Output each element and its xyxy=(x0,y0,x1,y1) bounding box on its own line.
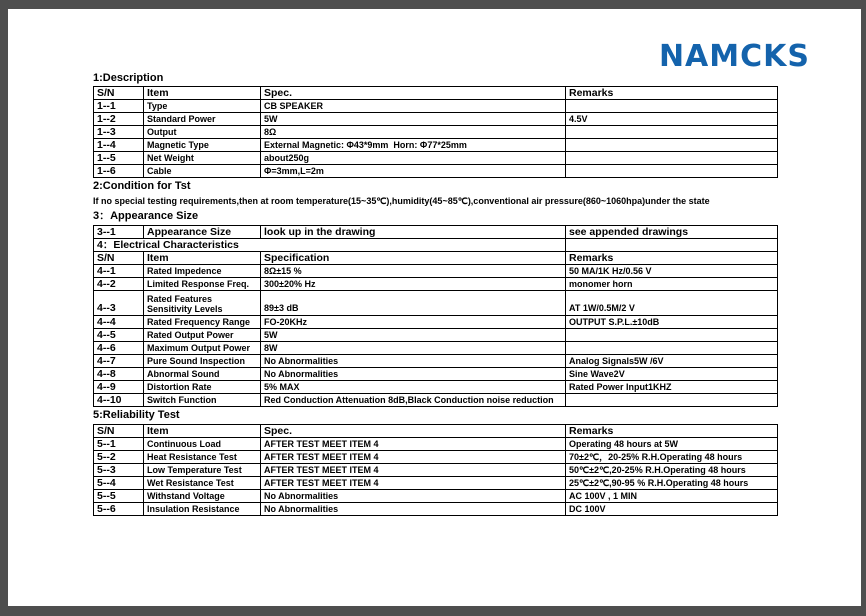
document-page xyxy=(8,9,861,606)
table-row xyxy=(94,438,778,451)
cell-remarks: 4.5V xyxy=(566,113,778,126)
table-row xyxy=(94,126,778,139)
cell-spec: AFTER TEST MEET ITEM 4 xyxy=(261,477,566,490)
table-row xyxy=(94,394,778,407)
header-sn: S/N xyxy=(94,252,144,265)
table-header-row xyxy=(94,252,778,265)
cell-item: Cable xyxy=(144,165,261,178)
cell-remarks xyxy=(566,126,778,139)
cell-sn: 4--1 xyxy=(94,265,144,278)
cell-item: Output xyxy=(144,126,261,139)
header-sn: S/N xyxy=(94,87,144,100)
header-spec: Spec. xyxy=(261,425,566,438)
cell-remarks: DC 100V xyxy=(566,503,778,516)
section-title-description: 1:Description xyxy=(93,72,164,84)
header-remarks: Remarks xyxy=(566,425,778,438)
cell-remarks xyxy=(566,342,778,355)
cell-spec: 89±3 dB xyxy=(261,291,566,316)
cell-item: Rated Impedence xyxy=(144,265,261,278)
cell-remarks xyxy=(566,152,778,165)
cell-spec: No Abnormalities xyxy=(261,368,566,381)
table-row xyxy=(94,165,778,178)
table-row xyxy=(94,342,778,355)
header-sn: S/N xyxy=(94,425,144,438)
cell-item: Abnormal Sound xyxy=(144,368,261,381)
cell-spec: 8Ω±15 % xyxy=(261,265,566,278)
cell-remarks-empty xyxy=(566,239,778,252)
cell-sn: 4--3 xyxy=(94,291,144,316)
table-row xyxy=(94,139,778,152)
table-row xyxy=(94,368,778,381)
cell-spec: 5% MAX xyxy=(261,381,566,394)
cell-spec: Φ=3mm,L=2m xyxy=(261,165,566,178)
cell-item: Limited Response Freq. xyxy=(144,278,261,291)
section-title-electrical: 4：Electrical Characteristics xyxy=(94,239,566,252)
cell-spec: 8Ω xyxy=(261,126,566,139)
cell-sn: 5--3 xyxy=(94,464,144,477)
cell-sn: 5--2 xyxy=(94,451,144,464)
table-row xyxy=(94,503,778,516)
section-row-electrical xyxy=(94,239,778,252)
cell-remarks: 25℃±2℃,90-95 % R.H.Operating 48 hours xyxy=(566,477,778,490)
cell-remarks: 50 MA/1K Hz/0.56 V xyxy=(566,265,778,278)
table-row xyxy=(94,100,778,113)
table-row xyxy=(94,451,778,464)
spec-sheet-content xyxy=(93,72,777,516)
reliability-table xyxy=(93,424,778,516)
cell-item: Insulation Resistance xyxy=(144,503,261,516)
header-item: Item xyxy=(144,87,261,100)
table-row xyxy=(94,265,778,278)
cell-sn: 4--6 xyxy=(94,342,144,355)
description-table xyxy=(93,86,778,178)
cell-sn: 5--5 xyxy=(94,490,144,503)
cell-remarks xyxy=(566,394,778,407)
cell-spec: FO-20KHz xyxy=(261,316,566,329)
cell-item: Switch Function xyxy=(144,394,261,407)
cell-sn: 1--2 xyxy=(94,113,144,126)
section-title-condition: 2:Condition for Tst xyxy=(93,180,191,192)
cell-spec: about250g xyxy=(261,152,566,165)
table-row xyxy=(94,291,778,316)
cell-item: Heat Resistance Test xyxy=(144,451,261,464)
cell-item: Pure Sound Inspection xyxy=(144,355,261,368)
cell-spec: look up in the drawing xyxy=(261,226,566,239)
section-title-appearance: 3：Appearance Size xyxy=(93,210,199,222)
cell-spec: 5W xyxy=(261,113,566,126)
cell-sn: 4--8 xyxy=(94,368,144,381)
cell-spec: No Abnormalities xyxy=(261,490,566,503)
cell-spec: 300±20% Hz xyxy=(261,278,566,291)
cell-item: Rated Output Power xyxy=(144,329,261,342)
cell-sn: 4--4 xyxy=(94,316,144,329)
cell-remarks: Operating 48 hours at 5W xyxy=(566,438,778,451)
cell-spec: 5W xyxy=(261,329,566,342)
table-row xyxy=(94,477,778,490)
cell-sn: 3--1 xyxy=(94,226,144,239)
header-specification: Specification xyxy=(261,252,566,265)
cell-item: Type xyxy=(144,100,261,113)
cell-spec: No Abnormalities xyxy=(261,503,566,516)
appearance-electrical-table xyxy=(93,225,778,407)
table-row xyxy=(94,464,778,477)
cell-remarks: OUTPUT S.P.L.±10dB xyxy=(566,316,778,329)
cell-sn: 4--5 xyxy=(94,329,144,342)
cell-sn: 5--4 xyxy=(94,477,144,490)
company-logo: NAMCKS xyxy=(658,38,810,75)
table-row xyxy=(94,381,778,394)
cell-remarks: Rated Power Input1KHZ xyxy=(566,381,778,394)
table-row xyxy=(94,278,778,291)
cell-item: Rated Features Sensitivity Levels xyxy=(144,291,261,316)
cell-spec: AFTER TEST MEET ITEM 4 xyxy=(261,451,566,464)
cell-remarks: AT 1W/0.5M/2 V xyxy=(566,291,778,316)
cell-remarks: AC 100V , 1 MIN xyxy=(566,490,778,503)
cell-item: Withstand Voltage xyxy=(144,490,261,503)
cell-spec: AFTER TEST MEET ITEM 4 xyxy=(261,438,566,451)
cell-item: Rated Frequency Range xyxy=(144,316,261,329)
header-remarks: Remarks xyxy=(566,87,778,100)
table-row xyxy=(94,113,778,126)
cell-item: Distortion Rate xyxy=(144,381,261,394)
table-header-row xyxy=(94,425,778,438)
cell-item: Maximum Output Power xyxy=(144,342,261,355)
condition-note: If no special testing requirements,then at room temperature(15~35℃),humidity(45~85℃),conventional air pressure(860~1060hpa)under the state xyxy=(93,196,710,206)
cell-spec: 8W xyxy=(261,342,566,355)
cell-spec: External Magnetic: Φ43*9mm Horn: Φ77*25mm xyxy=(261,139,566,152)
section-title-reliability: 5:Reliability Test xyxy=(93,409,180,421)
cell-item: Appearance Size xyxy=(144,226,261,239)
cell-remarks: 50℃±2℃,20-25% R.H.Operating 48 hours xyxy=(566,464,778,477)
header-remarks: Remarks xyxy=(566,252,778,265)
cell-remarks: 70±2℃，20-25% R.H.Operating 48 hours xyxy=(566,451,778,464)
cell-remarks xyxy=(566,100,778,113)
cell-sn: 4--9 xyxy=(94,381,144,394)
cell-sn: 1--3 xyxy=(94,126,144,139)
cell-remarks: Sine Wave2V xyxy=(566,368,778,381)
table-row xyxy=(94,355,778,368)
cell-sn: 1--5 xyxy=(94,152,144,165)
cell-sn: 1--1 xyxy=(94,100,144,113)
cell-remarks xyxy=(566,139,778,152)
cell-remarks xyxy=(566,165,778,178)
cell-sn: 5--6 xyxy=(94,503,144,516)
cell-spec: Red Conduction Attenuation 8dB,Black Conduction noise reduction xyxy=(261,394,566,407)
cell-item: Wet Resistance Test xyxy=(144,477,261,490)
cell-sn: 1--4 xyxy=(94,139,144,152)
cell-sn: 5--1 xyxy=(94,438,144,451)
cell-sn: 4--2 xyxy=(94,278,144,291)
cell-sn: 1--6 xyxy=(94,165,144,178)
cell-item: Low Temperature Test xyxy=(144,464,261,477)
cell-item: Net Weight xyxy=(144,152,261,165)
cell-sn: 4--10 xyxy=(94,394,144,407)
header-item: Item xyxy=(144,425,261,438)
table-row xyxy=(94,152,778,165)
cell-spec: AFTER TEST MEET ITEM 4 xyxy=(261,464,566,477)
table-row xyxy=(94,490,778,503)
cell-remarks: see appended drawings xyxy=(566,226,778,239)
table-row xyxy=(94,226,778,239)
cell-spec: No Abnormalities xyxy=(261,355,566,368)
table-row xyxy=(94,316,778,329)
cell-item: Magnetic Type xyxy=(144,139,261,152)
table-header-row xyxy=(94,87,778,100)
cell-remarks xyxy=(566,329,778,342)
table-row xyxy=(94,329,778,342)
cell-sn: 4--7 xyxy=(94,355,144,368)
cell-item: Standard Power xyxy=(144,113,261,126)
header-item: Item xyxy=(144,252,261,265)
cell-item: Continuous Load xyxy=(144,438,261,451)
cell-remarks: monomer horn xyxy=(566,278,778,291)
cell-spec: CB SPEAKER xyxy=(261,100,566,113)
cell-remarks: Analog Signals5W /6V xyxy=(566,355,778,368)
header-spec: Spec. xyxy=(261,87,566,100)
